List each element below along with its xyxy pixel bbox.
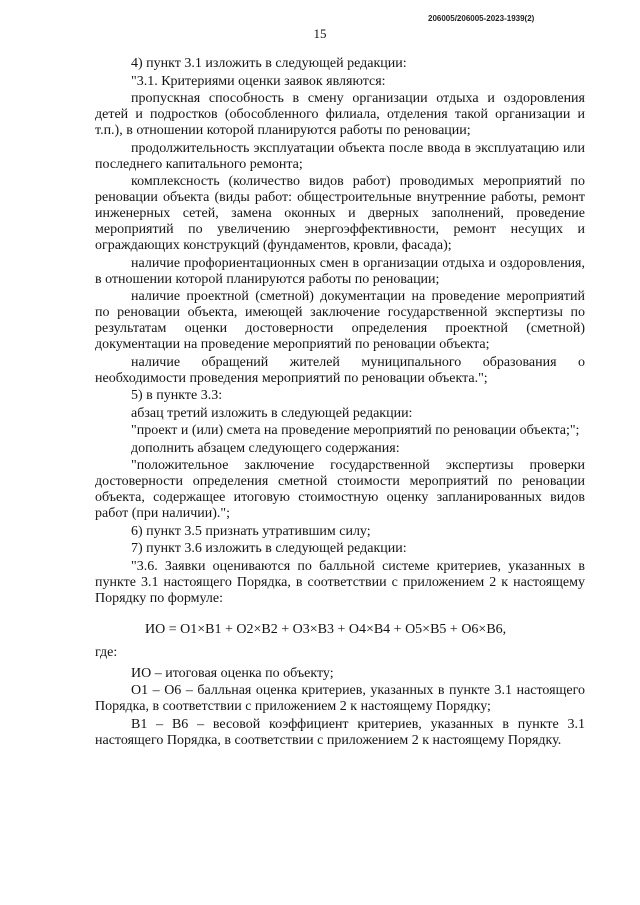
definition: ИО – итоговая оценка по объекту; [131,665,334,681]
paragraph: продолжительность эксплуатации объекта после ввода в эксплуатацию или последнего капитального ремонта; [95,140,585,172]
formula: ИО = О1×В1 + О2×В2 + О3×В3 + О4×В4 + О5×В5 + О6×В6, [145,621,507,637]
page-number: 15 [313,26,327,41]
where-label: где: [95,644,118,660]
document-body [95,56,585,750]
paragraph: наличие обращений жителей муниципального образования о необходимости проведения мероприятий по реновации объекта."; [95,354,585,386]
paragraph: пропускная способность в смену организации отдыха и оздоровления детей и подростков (обособленного филиала, отделения такой организации и т.п.), в отношении которой планируются работы по реновации; [95,91,585,138]
paragraph: 5) в пункте 3.3: [131,388,223,403]
definition: О1 – О6 – балльная оценка критериев, указанных в пункте 3.1 настоящего Порядка, в соответствии с приложением 2 к настоящему Порядку; [95,683,585,714]
paragraph: "3.6. Заявки оцениваются по балльной системе критериев, указанных в пункте 3.1 настоящего Порядка, в соответствии с приложением 2 к настоящему Порядку по формуле: [95,558,585,606]
paragraph: 7) пункт 3.6 изложить в следующей редакции: [131,541,407,556]
definition: В1 – В6 – весовой коэффициент критериев, указанных в пункте 3.1 настоящего Порядка, в соответствии с приложением 2 к настоящему Порядку. [95,716,585,748]
paragraph: 6) пункт 3.5 признать утратившим силу; [131,523,371,539]
paragraph: "положительное заключение государственной экспертизы проверки достоверности определения сметной стоимости мероприятий по реновации объекта, содержащее итоговую стоимостную оценку запланированных видов работ (при наличии)."; [95,458,585,521]
document-code: 206005/206005-2023-1939(2) [428,14,535,23]
paragraph: "3.1. Критериями оценки заявок являются: [131,73,386,89]
paragraph: дополнить абзацем следующего содержания: [131,440,400,456]
paragraph: абзац третий изложить в следующей редакции: [131,405,413,421]
paragraph: комплексность (количество видов работ) проводимых мероприятий по реновации объекта (виды работ: общестроительные внутренние работы, ремонт инженерных сетей, замена оконных и дверных заполнений, проведение мероприятий по увеличению энергоэффективности, ремонт несущих и ограждающих конструкций (фундаментов, кровли, фасада); [95,174,585,253]
paragraph: наличие профориентационных смен в организации отдыха и оздоровления, в отношении которой планируются работы по реновации; [95,255,585,287]
paragraph: "проект и (или) смета на проведение мероприятий по реновации объекта;"; [131,423,580,438]
paragraph: 4) пункт 3.1 изложить в следующей редакции: [131,56,407,71]
paragraph: наличие проектной (сметной) документации на проведение мероприятий по реновации объекта, имеющей заключение государственной экспертизы по результатам оценки достоверности определения проектной (сметной) документации на проведение мероприятий по реновации объекта; [95,289,585,352]
